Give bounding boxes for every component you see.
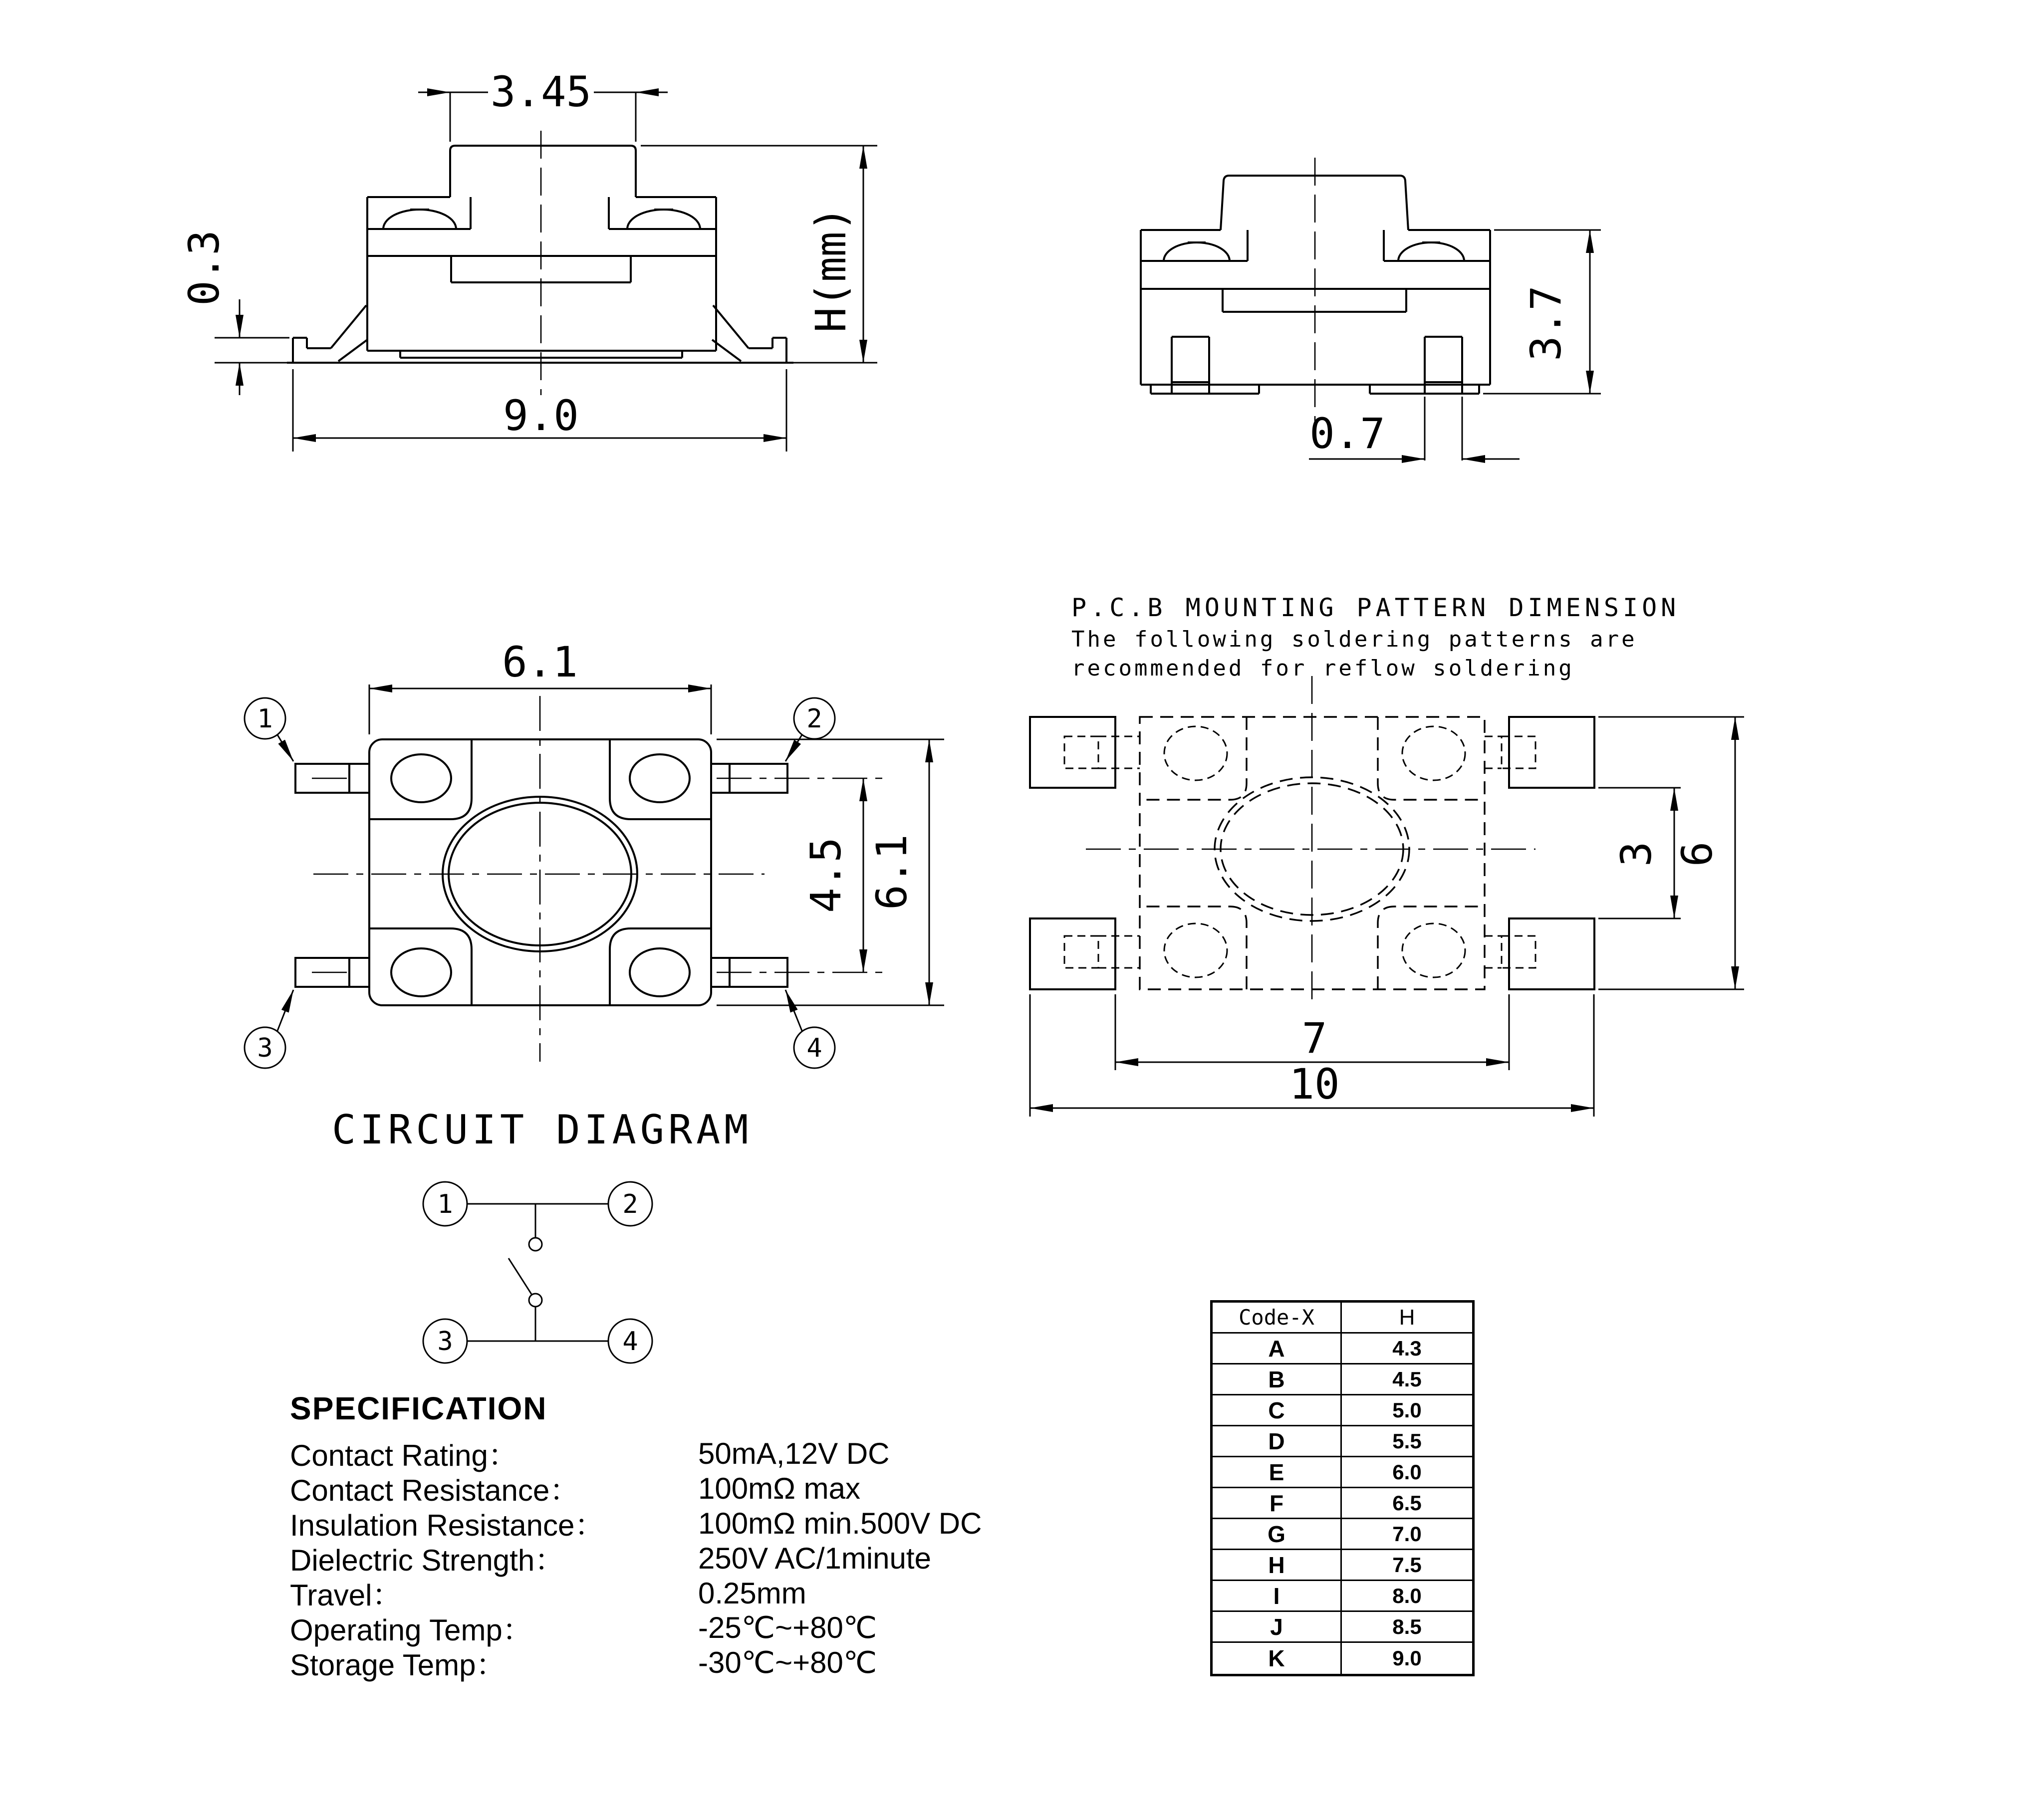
- top-pad-boundary-tl: [369, 739, 472, 819]
- spec-row-storage-temp: [290, 1641, 1068, 1682]
- pin-number: 2: [622, 1189, 638, 1219]
- code-cell: K: [1213, 1643, 1342, 1674]
- pcb-title: P.C.B MOUNTING PATTERN DIMENSION: [1071, 593, 1680, 622]
- h-cell: 6.0: [1392, 1460, 1422, 1484]
- pcb-solder-pad-2: [1509, 717, 1594, 788]
- table-row: [1213, 1457, 1472, 1488]
- pin-balloon-3: [245, 990, 293, 1068]
- code-cell: G: [1213, 1519, 1342, 1549]
- side-dim-leg-width: [1309, 397, 1520, 460]
- pcb-contact-hole-1: [1164, 726, 1227, 780]
- side-foot-left: [1151, 385, 1259, 394]
- table-row: [1213, 1426, 1472, 1457]
- h-cell: 6.5: [1392, 1491, 1422, 1515]
- pin-number: 2: [806, 704, 822, 734]
- pcb-pin-outline-4: [1502, 936, 1535, 968]
- top-dim-pin-pitch-label: 4.5: [801, 837, 850, 913]
- front-dim-height: [641, 146, 877, 363]
- pcb-pad-boundary-bl: [1140, 907, 1247, 989]
- side-dim-leg-width-label: 0.7: [1309, 409, 1385, 458]
- specification-title: SPECIFICATION: [290, 1390, 547, 1426]
- h-cell: 5.0: [1392, 1398, 1422, 1422]
- top-pad-boundary-tr: [610, 739, 711, 819]
- top-dim-body-height-label: 6.1: [867, 834, 916, 910]
- pin-number: 3: [437, 1327, 453, 1357]
- pcb-solder-pad-4: [1509, 918, 1594, 989]
- pcb-contact-hole-2: [1402, 726, 1465, 780]
- code-cell: J: [1213, 1612, 1342, 1641]
- circuit-pin-4: [608, 1319, 652, 1363]
- pin-balloon-4: [785, 990, 835, 1068]
- front-dim-overall-width: [293, 369, 786, 452]
- leader: [277, 735, 293, 761]
- extension-lines: [1425, 397, 1462, 460]
- code-cell: C: [1213, 1395, 1342, 1425]
- spec-label: Contact Rating：: [290, 1439, 518, 1472]
- pin-number: 3: [257, 1033, 273, 1063]
- pcb-pin-stub-4: [1485, 936, 1502, 968]
- front-button: [450, 146, 636, 197]
- spec-row-contact-rating: [290, 1432, 1068, 1472]
- h-cell: 5.5: [1392, 1429, 1422, 1453]
- pcb-pin-outline-2: [1502, 736, 1535, 768]
- code-cell: A: [1213, 1334, 1342, 1363]
- h-cell: 8.0: [1392, 1584, 1422, 1607]
- pcb-mounting-pattern: [1030, 593, 1744, 1117]
- front-dome-right: [627, 210, 700, 229]
- table-row: [1213, 1395, 1472, 1426]
- h-cell: 9.0: [1392, 1646, 1422, 1670]
- side-dim-height: [1483, 230, 1601, 394]
- table-header-code: Code-X: [1213, 1303, 1342, 1332]
- front-dim-height-label: H(mm): [806, 206, 855, 333]
- pcb-pin-stub-2: [1485, 736, 1502, 768]
- height-code-table: [1210, 1300, 1475, 1676]
- top-contact-hole-2: [630, 754, 690, 802]
- top-left-tab-centerlines: [312, 778, 349, 972]
- code-cell: E: [1213, 1457, 1342, 1487]
- leader: [277, 990, 293, 1031]
- spec-row-travel: [290, 1572, 1068, 1612]
- pcb-subtitle-1: The following soldering patterns are: [1071, 627, 1637, 652]
- table-row: [1213, 1643, 1472, 1674]
- side-dim-height-label: 3.7: [1522, 285, 1570, 361]
- table-header-row: [1213, 1303, 1472, 1334]
- pcb-contact-hole-4: [1402, 923, 1465, 977]
- spec-value: 0.25mm: [698, 1576, 806, 1610]
- pcb-solder-pad-3: [1030, 918, 1115, 989]
- table-row: [1213, 1519, 1472, 1550]
- top-contact-hole-4: [630, 948, 690, 996]
- spec-label: Operating Temp：: [290, 1613, 532, 1647]
- h-cell: 7.0: [1392, 1522, 1422, 1546]
- code-cell: B: [1213, 1364, 1342, 1394]
- h-cell: 8.5: [1392, 1614, 1422, 1638]
- front-dim-button-width: [418, 67, 668, 142]
- spec-label: Travel：: [290, 1579, 402, 1612]
- spec-value: 50mA,12V DC: [698, 1436, 890, 1470]
- pcb-pad-boundary-tr: [1378, 717, 1485, 800]
- pin-number: 1: [437, 1189, 453, 1219]
- side-dome-right: [1398, 242, 1464, 261]
- table-row: [1213, 1334, 1472, 1364]
- spec-label: Insulation Resistance：: [290, 1509, 605, 1542]
- front-lead-left: [293, 305, 367, 363]
- pcb-pad-boundary-tl: [1140, 717, 1247, 800]
- h-cell: 4.3: [1392, 1336, 1422, 1360]
- code-cell: H: [1213, 1550, 1342, 1580]
- circuit-contact-upper: [529, 1238, 542, 1251]
- circuit-pin-3: [423, 1319, 467, 1363]
- pcb-pad-boundary-br: [1378, 907, 1485, 989]
- pcb-dim-pad-inner-width: [1115, 994, 1509, 1070]
- spec-value: 100mΩ max: [698, 1471, 860, 1505]
- top-contact-hole-1: [391, 754, 451, 802]
- code-cell: D: [1213, 1426, 1342, 1456]
- pcb-solder-pad-1: [1030, 717, 1115, 788]
- side-dome-left: [1164, 242, 1230, 261]
- h-cell: 4.5: [1392, 1367, 1422, 1391]
- front-dim-standoff-label: 0.3: [180, 230, 229, 306]
- pcb-dim-pad-outer-width-label: 10: [1289, 1060, 1340, 1109]
- circuit-diagram: [332, 1107, 752, 1363]
- table-header-h: H: [1399, 1305, 1415, 1330]
- pcb-pin-outline-3: [1064, 936, 1098, 968]
- circuit-pin-1: [423, 1182, 467, 1226]
- front-body-outline: [367, 197, 716, 351]
- pin-number: 4: [622, 1327, 638, 1357]
- spec-row-operating-temp: [290, 1606, 1068, 1647]
- top-dim-body-width-label: 6.1: [502, 638, 578, 686]
- pcb-dim-pad-outer-span-label: 6: [1673, 841, 1722, 867]
- pcb-pin-stub-1: [1098, 736, 1140, 768]
- h-cell: 7.5: [1392, 1553, 1422, 1577]
- pcb-dim-pad-inner-span-label: 3: [1612, 841, 1661, 867]
- circuit-contact-lower: [529, 1294, 542, 1307]
- front-dim-standoff: [180, 230, 289, 395]
- side-view: [1141, 158, 1601, 460]
- spec-value: -25℃~+80℃: [698, 1611, 877, 1644]
- pcb-pin-outline-1: [1064, 736, 1098, 768]
- front-view: [180, 67, 877, 452]
- code-cell: F: [1213, 1488, 1342, 1518]
- pin-balloon-1: [245, 698, 293, 761]
- top-dim-pin-pitch: [717, 778, 886, 972]
- spec-label: Dielectric Strength：: [290, 1544, 565, 1577]
- specification-block: [290, 1390, 1068, 1682]
- spec-row-dielectric-strength: [290, 1537, 1068, 1577]
- top-pad-boundary-bl: [369, 928, 472, 1005]
- front-dim-button-width-label: 3.45: [490, 67, 592, 116]
- pin-number: 4: [806, 1033, 822, 1063]
- circuit-pin-2: [608, 1182, 652, 1226]
- table-row: [1213, 1581, 1472, 1612]
- spec-row-contact-resistance: [290, 1467, 1068, 1507]
- table-row: [1213, 1364, 1472, 1395]
- pcb-contact-hole-3: [1164, 923, 1227, 977]
- pin-balloon-2: [785, 698, 835, 761]
- front-contact-windows: [367, 197, 716, 229]
- front-lead-right: [712, 305, 786, 363]
- front-dome-left: [383, 210, 456, 229]
- circuit-title: CIRCUIT DIAGRAM: [332, 1107, 753, 1153]
- front-dim-overall-width-label: 9.0: [503, 391, 579, 440]
- spec-label: Storage Temp：: [290, 1648, 506, 1682]
- table-row: [1213, 1488, 1472, 1519]
- spec-row-insulation-resistance: [290, 1502, 1068, 1542]
- top-contact-hole-3: [391, 948, 451, 996]
- table-row: [1213, 1612, 1472, 1643]
- leader: [785, 990, 802, 1031]
- top-view: [245, 638, 944, 1068]
- top-pad-boundary-br: [610, 928, 711, 1005]
- spec-value: 100mΩ min.500V DC: [698, 1506, 982, 1540]
- pcb-pin-stub-3: [1098, 936, 1140, 968]
- pcb-dim-pad-inner-width-label: 7: [1301, 1014, 1327, 1063]
- code-cell: I: [1213, 1581, 1342, 1610]
- pcb-dim-pad-inner-span: [1598, 788, 1681, 918]
- spec-value: 250V AC/1minute: [698, 1541, 931, 1575]
- extension-lines: [215, 338, 289, 363]
- pcb-subtitle-2: recommended for reflow soldering: [1071, 656, 1574, 681]
- circuit-switch-arm: [509, 1258, 531, 1294]
- spec-value: -30℃~+80℃: [698, 1646, 877, 1679]
- spec-label: Contact Resistance：: [290, 1474, 580, 1507]
- pin-number: 1: [257, 704, 273, 734]
- table-row: [1213, 1550, 1472, 1581]
